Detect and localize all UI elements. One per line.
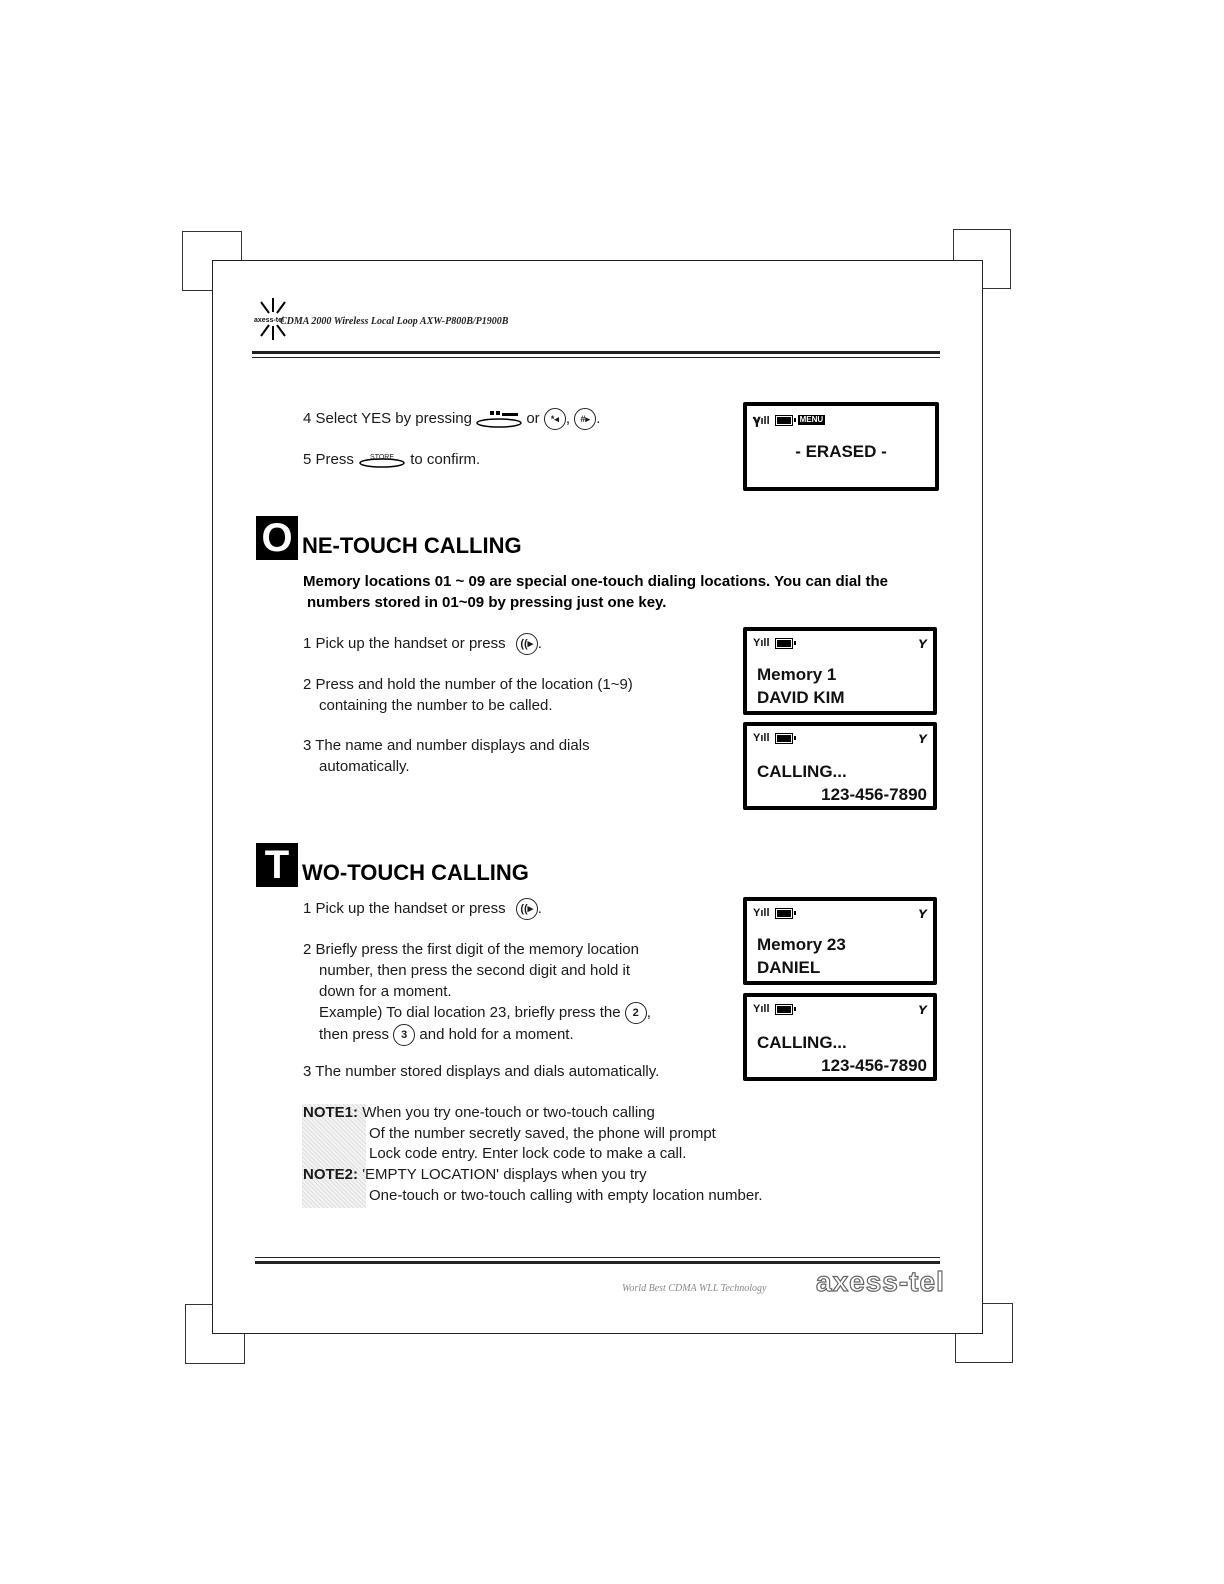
lcd-status-icons — [753, 732, 793, 744]
two-touch-step-2-line5 — [303, 1024, 651, 1046]
two-touch-example-text: Example) To dial location 23, briefly press the — [319, 1004, 621, 1021]
two-touch-step-2-line2: number, then press the second digit and hold it — [319, 962, 631, 979]
one-touch-intro-2: numbers stored in 01~09 by pressing just one key. — [307, 594, 667, 611]
talk-key-icon: ((▸ — [516, 633, 538, 655]
two-touch-step-2-line4: Example) To dial location 23, briefly press the 2 , — [303, 1002, 651, 1024]
one-touch-step-1-text: 1 Pick up the handset or press — [303, 635, 506, 652]
lcd-status-icons — [753, 412, 825, 428]
step-5 — [303, 449, 480, 470]
hash-key-icon: #▸ — [574, 408, 596, 430]
note-2-line2: One-touch or two-touch calling with empty location number. — [369, 1187, 763, 1204]
two-touch-step-3: 3 The number stored displays and dials automatically. — [303, 1063, 660, 1080]
section-two-touch-heading — [256, 843, 529, 887]
section-letter-t: T — [256, 843, 298, 887]
one-touch-step-1: 1 Pick up the handset or press ((▸ . — [303, 633, 542, 655]
handset-icon: ʏ — [918, 635, 927, 652]
header-logo-text: axess-tel — [254, 317, 284, 324]
lcd-calling-2 — [743, 993, 937, 1081]
two-touch-step-2-line1: 2 Briefly press the first digit of the memory location — [303, 941, 639, 958]
one-touch-step-3 — [303, 735, 590, 777]
header-rule-thick — [252, 351, 940, 354]
digit-2-key-icon: 2 — [625, 1002, 647, 1024]
navigation-key-icon — [476, 410, 522, 428]
lcd-calling-1-line1: CALLING... — [757, 762, 847, 781]
lcd-erased — [743, 402, 939, 491]
star-key-icon: *◂ — [544, 408, 566, 430]
note-1-label: NOTE1: — [303, 1104, 359, 1121]
one-touch-step-2-line2: containing the number to be called. — [319, 697, 553, 714]
one-touch-step-2-line1: 2 Press and hold the number of the location (1~9) — [303, 676, 633, 693]
section-two-touch-title: WO-TOUCH CALLING — [302, 860, 529, 885]
lcd-status-icons — [753, 1003, 793, 1015]
footer-tagline: World Best CDMA WLL Technology — [622, 1283, 767, 1294]
lcd-status-icons — [753, 637, 793, 649]
two-touch-step-2 — [303, 939, 651, 1046]
signal-icon: Yıll — [753, 637, 770, 649]
header-title: CDMA 2000 Wireless Local Loop AXW-P800B/P1900B — [280, 316, 509, 327]
footer-rule-thin — [255, 1257, 940, 1258]
lcd-calling-2-line1: CALLING... — [757, 1033, 847, 1052]
handset-icon: ʏ — [918, 905, 927, 922]
store-key-icon — [358, 451, 406, 469]
footer-logo: axess-tel — [816, 1266, 945, 1297]
talk-key-icon: ((▸ — [516, 898, 538, 920]
step-4-end: . — [596, 410, 601, 427]
note-1 — [303, 1102, 655, 1123]
lcd-calling-2-number: 123-456-7890 — [821, 1056, 927, 1075]
two-touch-then-text: then press — [319, 1026, 390, 1044]
step-4-text: 4 Select YES by pressing — [303, 410, 472, 427]
handset-icon: ʏ — [918, 1001, 927, 1018]
battery-icon — [775, 415, 793, 426]
step-4-sep: , — [565, 410, 571, 427]
two-touch-step-1: 1 Pick up the handset or press ((▸ . — [303, 898, 542, 920]
signal-icon: Yıll — [753, 907, 770, 919]
note-1-line2: Of the number secretly saved, the phone will prompt — [369, 1125, 716, 1142]
one-touch-step-2 — [303, 674, 633, 716]
lcd-memory-1-line1: Memory 1 — [757, 665, 837, 684]
note-1-line1: When you try one-touch or two-touch calling — [362, 1104, 655, 1121]
two-touch-step-2-line3: down for a moment. — [319, 983, 452, 1000]
section-one-touch-title: NE-TOUCH CALLING — [302, 533, 522, 558]
frame-bottom-line-overlay — [212, 1333, 983, 1334]
lcd-memory-23-line1: Memory 23 — [757, 935, 846, 954]
store-key-label: STORE — [370, 454, 395, 462]
lcd-status-icons — [753, 907, 793, 919]
lcd-memory-1-line2: DAVID KIM — [757, 688, 845, 707]
lcd-calling-1 — [743, 722, 937, 810]
section-letter-o: O — [256, 516, 298, 560]
signal-icon: Yıll — [753, 732, 770, 744]
lcd-memory-23 — [743, 897, 937, 985]
note-2-line1: 'EMPTY LOCATION' displays when you try — [362, 1166, 647, 1183]
note-2 — [303, 1164, 647, 1185]
lcd-erased-text: - ERASED - — [795, 442, 887, 461]
step-4-or: or — [526, 410, 540, 427]
header-rule-thin — [252, 357, 940, 358]
lcd-memory-23-line2: DANIEL — [757, 958, 821, 977]
step-5-text: 5 Press — [303, 451, 354, 468]
lcd-memory-1 — [743, 627, 937, 715]
lcd-calling-1-number: 123-456-7890 — [821, 785, 927, 804]
battery-icon — [775, 1004, 793, 1015]
one-touch-intro-1: Memory locations 01 ~ 09 are special one-touch dialing locations. You can dial the — [303, 573, 889, 590]
digit-3-key-icon: 3 — [393, 1024, 415, 1046]
one-touch-step-3-line1: 3 The name and number displays and dials — [303, 737, 590, 754]
note-2-label: NOTE2: — [303, 1166, 359, 1183]
handset-icon: ʏ — [918, 730, 927, 747]
section-one-touch-heading — [256, 516, 522, 560]
battery-icon — [775, 638, 793, 649]
battery-icon — [775, 908, 793, 919]
frame-right-line-overlay — [982, 260, 983, 1333]
signal-icon: Yıll — [753, 1003, 770, 1015]
one-touch-step-3-line2: automatically. — [319, 758, 410, 775]
note-1-line3: Lock code entry. Enter lock code to make a call. — [369, 1145, 687, 1162]
two-touch-hold-text: and hold for a moment. — [419, 1026, 574, 1044]
step-4 — [303, 408, 600, 430]
signal-icon: 𝛄ıll — [753, 412, 770, 427]
footer-rule-thick — [255, 1261, 940, 1264]
step-5-confirm: to confirm. — [410, 451, 481, 468]
two-touch-step-1-text: 1 Pick up the handset or press — [303, 900, 506, 917]
menu-indicator: MENU — [799, 415, 824, 424]
battery-icon — [775, 733, 793, 744]
